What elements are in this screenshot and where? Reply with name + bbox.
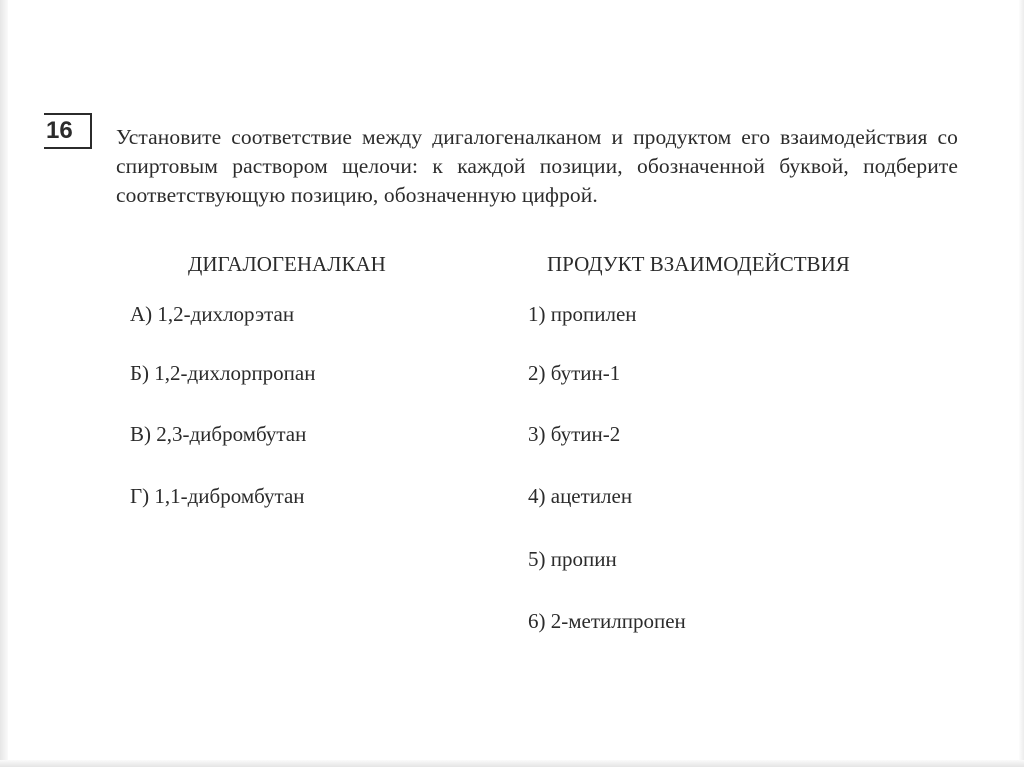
right-column-header: ПРОДУКТ ВЗАИМОДЕЙСТВИЯ xyxy=(547,252,850,276)
left-item-b: Б) 1,2-дихлорпропан xyxy=(130,361,316,385)
right-item-6: 6) 2-метилпропен xyxy=(528,609,686,633)
right-item-1: 1) пропилен xyxy=(528,302,637,326)
left-column-header: ДИГАЛОГЕНАЛКАН xyxy=(188,252,386,276)
right-item-2: 2) бутин-1 xyxy=(528,361,621,385)
right-item-3: 3) бутин-2 xyxy=(528,422,621,446)
question-text: Установите соответствие между дигалогеналканом и продуктом его взаимодействия со спиртовым раствором щелочи: к каждой позиции, обозначенной буквой, подберите соответствующую позицию, обозначенную цифрой. xyxy=(116,125,958,207)
left-item-a: А) 1,2-дихлорэтан xyxy=(130,302,295,326)
slide-right-edge xyxy=(1019,0,1024,767)
right-item-5: 5) пропин xyxy=(528,547,617,571)
left-item-v: В) 2,3-дибромбутан xyxy=(130,422,307,446)
right-item-4: 4) ацетилен xyxy=(528,484,633,508)
slide-left-edge xyxy=(0,0,8,767)
task-number: 16 xyxy=(44,113,92,149)
slide-bottom-edge xyxy=(0,760,1024,767)
left-item-g: Г) 1,1-дибромбутан xyxy=(130,484,305,508)
